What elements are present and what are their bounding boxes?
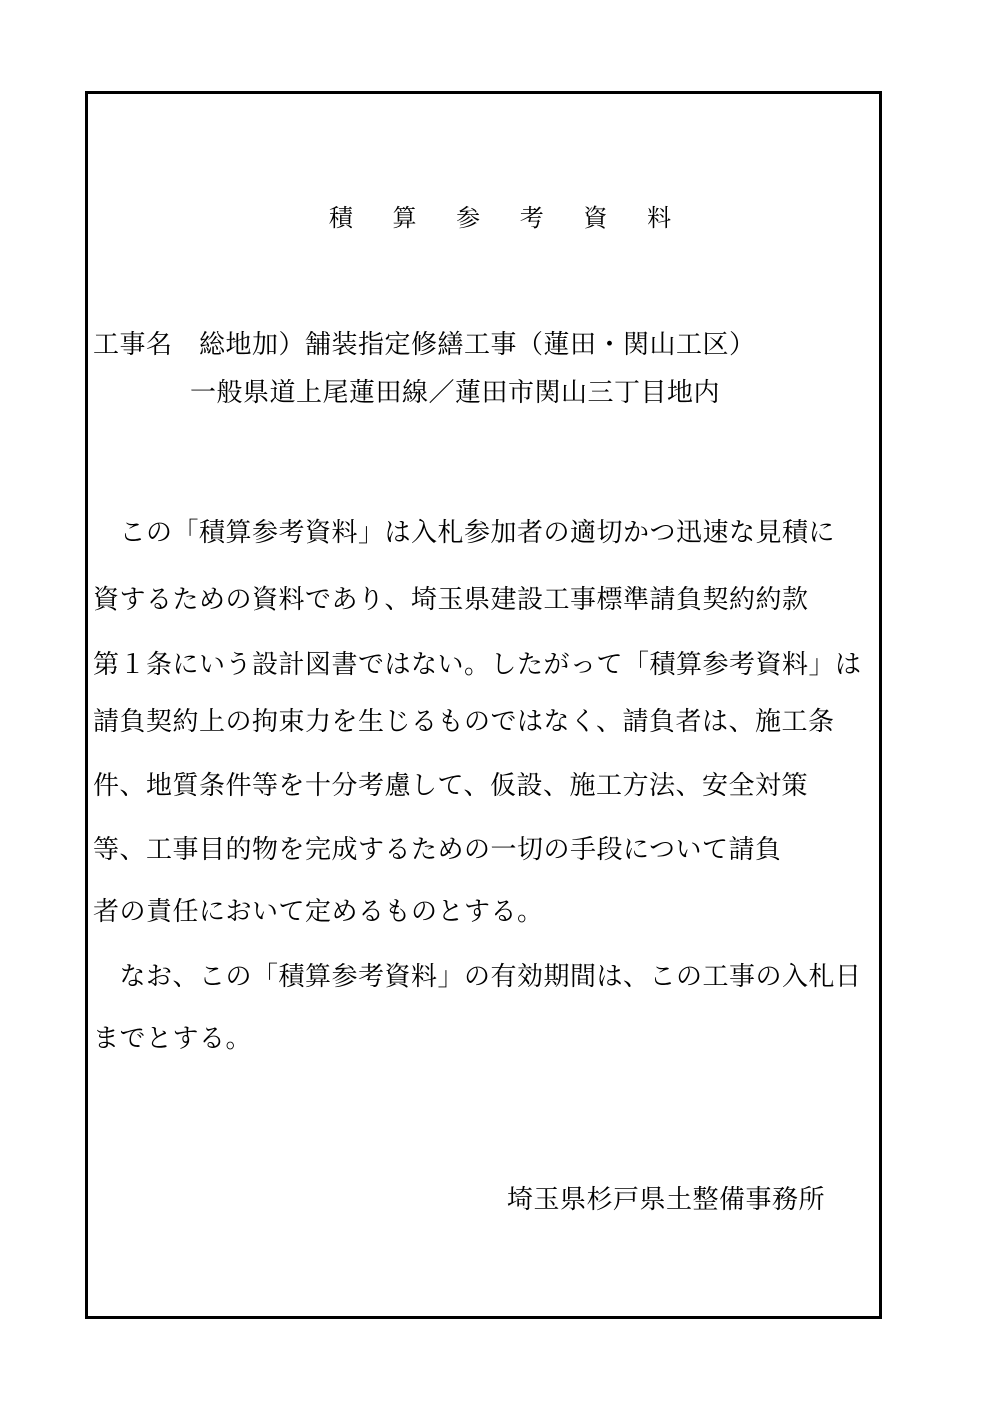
body-line: 第１条にいう設計図書ではない。したがって「積算参考資料」は bbox=[93, 650, 862, 680]
issuer-office: 埼玉県杉戸県土整備事務所 bbox=[507, 1185, 826, 1215]
body-line: 者の責任において定めるものとする。 bbox=[93, 897, 544, 927]
body-line: なお、この「積算参考資料」の有効期間は、この工事の入札日 bbox=[93, 962, 862, 992]
project-label: 工事名 bbox=[93, 330, 173, 360]
body-line: 件、地質条件等を十分考慮して、仮設、施工方法、安全対策 bbox=[93, 771, 808, 801]
body-line: までとする。 bbox=[93, 1024, 253, 1054]
document-title: 積 算 参 考 資 料 bbox=[328, 204, 688, 232]
project-name: 総地加）舗装指定修繕工事（蓮田・関山工区） bbox=[199, 330, 756, 360]
body-line: 請負契約上の拘束力を生じるものではなく、請負者は、施工条 bbox=[93, 707, 835, 737]
body-line: この「積算参考資料」は入札参加者の適切かつ迅速な見積に bbox=[93, 518, 836, 548]
project-location: 一般県道上尾蓮田線／蓮田市関山三丁目地内 bbox=[190, 378, 721, 408]
body-line: 資するための資料であり、埼玉県建設工事標準請負契約約款 bbox=[93, 585, 809, 615]
body-line: 等、工事目的物を完成するための一切の手段について請負 bbox=[93, 835, 782, 865]
